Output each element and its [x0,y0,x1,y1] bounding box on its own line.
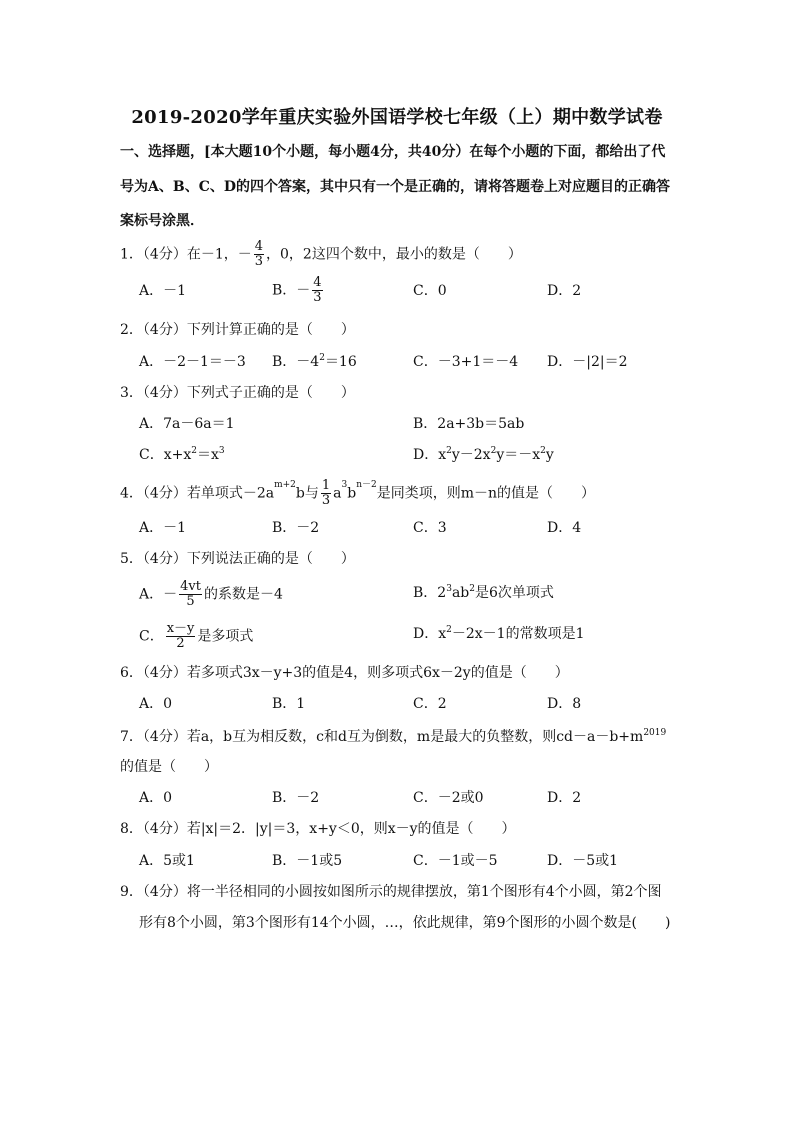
question-8-option-d[interactable]: D．－5或1 [547,853,619,869]
question-8-option-c[interactable]: C．－1或－5 [413,853,498,869]
question-7-stem-line2: 的值是（ ） [120,759,218,775]
question-1-option-d[interactable]: D．2 [547,283,582,299]
question-6-option-d[interactable]: D．8 [547,696,582,712]
fraction: $\frac{4vt}{5}$ [180,579,201,609]
question-1-option-b[interactable]: B．－ $\frac{4}{3}$ [272,275,322,305]
question-3-stem: 3．（4分）下列式子正确的是（ ） [120,385,355,401]
question-8-stem: 8．（4分）若|x|＝2．|y|＝3，x+y＜0，则x－y的值是（ ） [120,821,516,837]
question-4-option-c[interactable]: C．3 [413,520,447,536]
question-2-option-c[interactable]: C．－3+1＝－4 [413,354,519,370]
question-2-option-b[interactable]: B．$-4^2=16$ [272,353,357,370]
question-6-option-b[interactable]: B．1 [272,696,306,712]
question-7-stem-line1: 7．（4分）若a，b互为相反数，c和d互为倒数，m是最大的负整数，则$cd-a-b+m^{2019}$ [120,728,667,745]
question-3-option-b[interactable]: B．2a+3b＝5ab [413,416,525,432]
question-3-option-d[interactable]: D．$x^2y-2x^2y=-x^2y$ [413,446,554,463]
fraction: $\frac{4}{3}$ [313,275,322,305]
question-6-option-c[interactable]: C．2 [413,696,447,712]
question-3-option-c[interactable]: C．$x+x^2=x^3$ [139,446,225,463]
question-5-option-b[interactable]: B．$2^3ab^2$是6次单项式 [413,584,554,601]
question-5-option-c[interactable]: C． $\frac{x-y}{2}$ 是多项式 [139,621,254,651]
question-8-option-a[interactable]: A．5或1 [139,853,195,869]
question-5-option-d[interactable]: D．$x^2-2x-1$的常数项是1 [413,625,585,642]
question-7-option-c[interactable]: C．－2或0 [413,790,484,806]
question-8-option-b[interactable]: B．－1或5 [272,853,343,869]
fraction: $\frac{4}{3}$ [254,239,264,269]
question-1-option-c[interactable]: C．0 [413,283,447,299]
question-7-option-b[interactable]: B．－2 [272,790,320,806]
fraction: $\frac{x-y}{2}$ [166,621,195,651]
question-6-stem: 6．（4分）若多项式3x－y+3的值是4，则多项式6x－2y的值是（ ） [120,665,569,681]
question-1-option-a[interactable]: A．－1 [139,283,187,299]
section-instructions-line3: 案标号涂黑． [120,213,204,229]
question-4-option-b[interactable]: B．－2 [272,520,320,536]
question-7-option-a[interactable]: A．0 [139,790,173,806]
question-2-option-d[interactable]: D．－|2|＝2 [547,354,628,370]
question-2-option-a[interactable]: A．－2－1＝－3 [139,354,246,370]
question-4-stem: 4．（4分）若单项式$-2a^{m+2}b$与 $\frac{1}{3}$ $a^3b^{n-2}$是同类项，则m－n的值是（ ） [120,478,596,508]
question-7-option-d[interactable]: D．2 [547,790,582,806]
question-1-stem: 1．（4分）在－1，－ $\frac{4}{3}$ ，0，2这四个数中，最小的数是（ ） [120,239,522,269]
fraction: $\frac{1}{3}$ [321,478,331,508]
question-9-stem-line1: 9．（4分）将一半径相同的小圆按如图所示的规律摆放，第1个图形有4个小圆，第2个图 [120,884,662,900]
question-3-option-a[interactable]: A．7a－6a＝1 [139,416,235,432]
question-9-stem-line2: 形有8个小圆，第3个图形有14个小圆，…，依此规律，第9个图形的小圆个数是( ) [139,915,671,931]
question-6-option-a[interactable]: A．0 [139,696,173,712]
question-4-option-d[interactable]: D．4 [547,520,582,536]
section-instructions-line1: 一、选择题，[本大题10个小题，每小题4分，共40分）在每个小题的下面，都给出了代 [120,144,666,160]
question-5-stem: 5．（4分）下列说法正确的是（ ） [120,551,355,567]
question-4-option-a[interactable]: A．－1 [139,520,187,536]
page-title: 2019-2020学年重庆实验外国语学校七年级（上）期中数学试卷 [131,107,663,128]
section-instructions-line2: 号为A、B、C、D的四个答案，其中只有一个是正确的，请将答题卷上对应题目的正确答 [120,179,670,195]
question-2-stem: 2．（4分）下列计算正确的是（ ） [120,322,355,338]
question-5-option-a[interactable]: A．－ $\frac{4vt}{5}$ 的系数是－4 [139,579,283,609]
